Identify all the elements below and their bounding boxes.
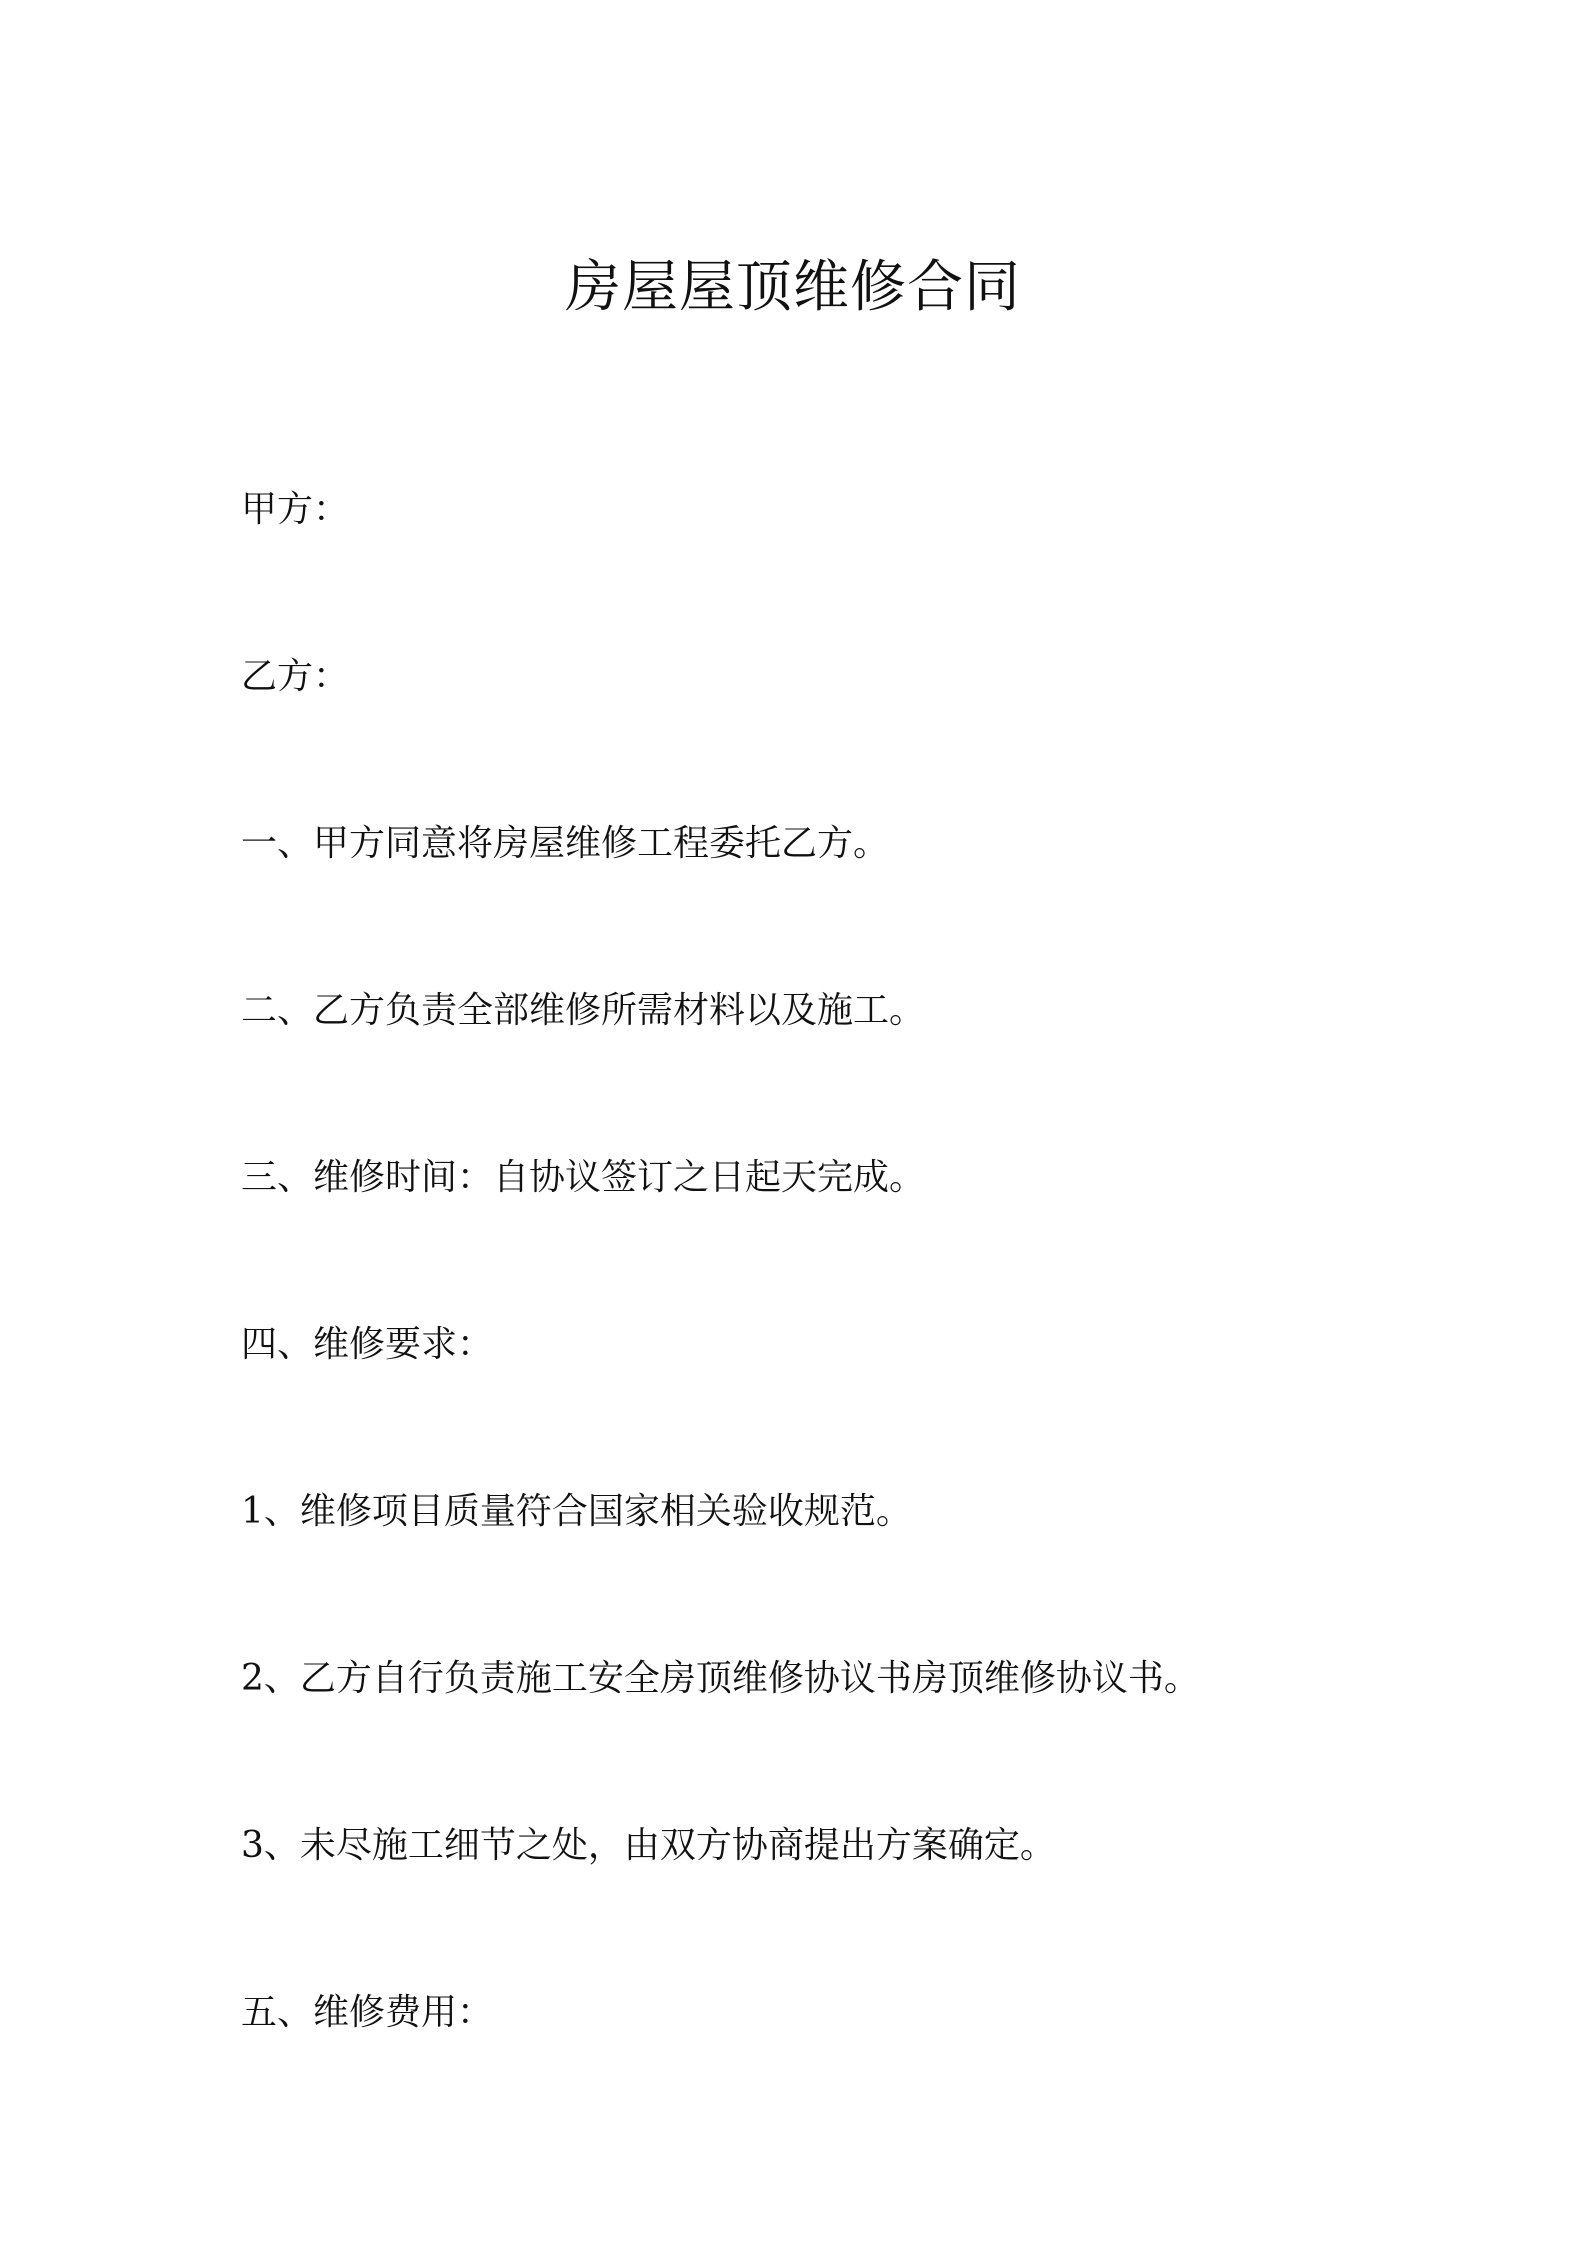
document-title: 房屋屋顶维修合同 [565,255,1021,320]
clause-4-heading: 四、维修要求： [241,1324,494,1365]
party-b-line: 乙方： [241,656,350,697]
clause-3: 三、维修时间：自协议签订之日起天完成。 [241,1157,926,1198]
requirement-2: 2、乙方自行负责施工安全房顶维修协议书房顶维修协议书。 [241,1658,1200,1699]
clause-1: 一、甲方同意将房屋维修工程委托乙方。 [241,823,890,864]
party-a-line: 甲方： [241,489,350,530]
clause-5-heading: 五、维修费用： [241,1992,494,2033]
requirement-1: 1、维修项目质量符合国家相关验收规范。 [241,1491,912,1532]
requirement-3: 3、未尽施工细节之处，由双方协商提出方案确定。 [241,1825,1056,1866]
clause-2: 二、乙方负责全部维修所需材料以及施工。 [241,990,926,1031]
